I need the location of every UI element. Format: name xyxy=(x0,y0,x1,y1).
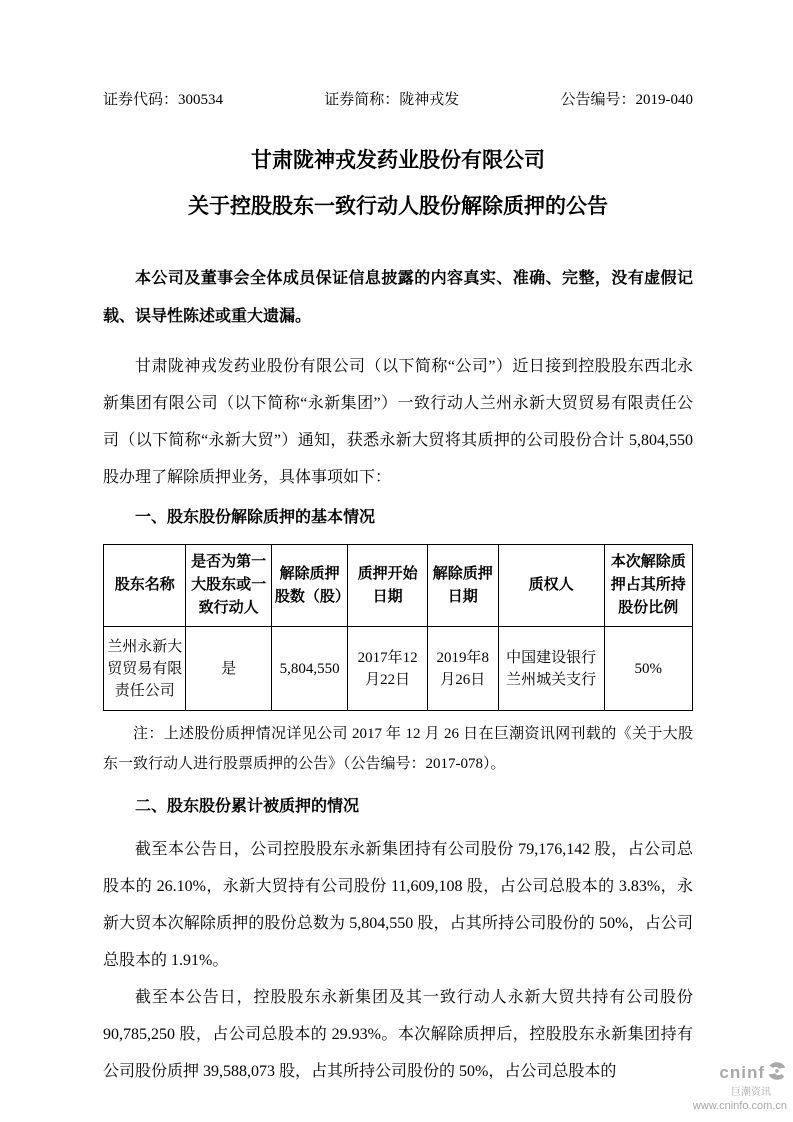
document-content xyxy=(103,0,693,1090)
intro-paragraph: 甘肃陇神戎发药业股份有限公司（以下简称“公司”）近日接到控股股东西北永新集团有限公司（以下简称“永新集团”）一致行动人兰州永新大贸贸易有限责任公司（以下简称“永新大贸”）通知，获悉永新大贸将其质押的公司股份合计 5,804,550 股办理了解除质押业务，具体事项如下： xyxy=(103,358,693,486)
col-header-release-date: 解除质押日期 xyxy=(427,545,498,627)
section1-heading: 一、股东股份解除质押的基本情况 xyxy=(135,509,376,526)
cell-pledge-start-date: 2017年12月22日 xyxy=(348,627,428,711)
cninfo-url: www.cninfo.com.cn xyxy=(692,1099,787,1112)
section2-paragraph-2: 截至本公告日，控股股东永新集团及其一致行动人永新大贸共持有公司股份 90,785,250 股，占公司总股本的 29.93%。本次解除质押后，控股股东永新集团持有公司股份质押 39,588,073 股，占其所持公司股份的 50%，占公司总股本的 xyxy=(103,989,693,1080)
cninfo-brand-row xyxy=(693,1061,787,1086)
cninfo-swirl-icon xyxy=(767,1061,787,1086)
table-note: 注：上述股份质押情况详见公司 2017 年 12 月 26 日在巨潮资讯网刊载的《关于大股东一致行动人进行股票质押的公告》（公告编号：2017-078）。 xyxy=(103,726,693,772)
cninfo-chinese-name: 巨潮资讯 xyxy=(731,1086,771,1098)
table-header-row xyxy=(104,545,693,627)
col-header-release-ratio: 本次解除质押占其所持股份比例 xyxy=(604,545,692,627)
cell-pledgee: 中国建设银行兰州城关支行 xyxy=(498,627,604,711)
section2-heading: 二、股东股份累计被质押的情况 xyxy=(135,798,360,815)
document-header xyxy=(103,90,693,110)
announcement-number: 公告编号：2019-040 xyxy=(560,92,693,108)
security-code: 证券代码：300534 xyxy=(103,92,224,108)
cell-release-date: 2019年8月26日 xyxy=(427,627,498,711)
announcement-title: 关于控股股东一致行动人股份解除质押的公告 xyxy=(188,194,608,218)
security-name: 证券简称：陇神戎发 xyxy=(324,92,460,108)
pledge-release-table xyxy=(103,544,693,711)
cell-release-ratio: 50% xyxy=(604,627,692,711)
col-header-pledgee: 质权人 xyxy=(498,545,604,627)
cell-released-shares: 5,804,550 xyxy=(271,627,348,711)
cninfo-brand-text: cninf xyxy=(719,1063,765,1083)
col-header-is-largest-shareholder: 是否为第一大股东或一致行动人 xyxy=(186,545,271,627)
section2-paragraph-1: 截至本公告日，公司控股股东永新集团持有公司股份 79,176,142 股，占公司总股本的 26.10%，永新大贸持有公司股份 11,609,108 股，占公司总股本的 3.83%，永新大贸本次解除质押的股份总数为 5,804,550 股，占其所持公司股份的 50%，占公司总股本的 1.91%。 xyxy=(103,841,693,969)
table-row xyxy=(104,627,693,711)
col-header-pledge-start-date: 质押开始日期 xyxy=(348,545,428,627)
cninfo-watermark xyxy=(693,1061,787,1112)
disclaimer-paragraph: 本公司及董事会全体成员保证信息披露的内容真实、准确、完整，没有虚假记载、误导性陈述或重大遗漏。 xyxy=(103,270,693,325)
company-title: 甘肃陇神戎发药业股份有限公司 xyxy=(251,148,545,172)
col-header-shareholder-name: 股东名称 xyxy=(104,545,186,627)
col-header-released-shares: 解除质押股数（股） xyxy=(271,545,348,627)
cell-is-largest-shareholder: 是 xyxy=(186,627,271,711)
cell-shareholder-name: 兰州永新大贸贸易有限责任公司 xyxy=(104,627,186,711)
